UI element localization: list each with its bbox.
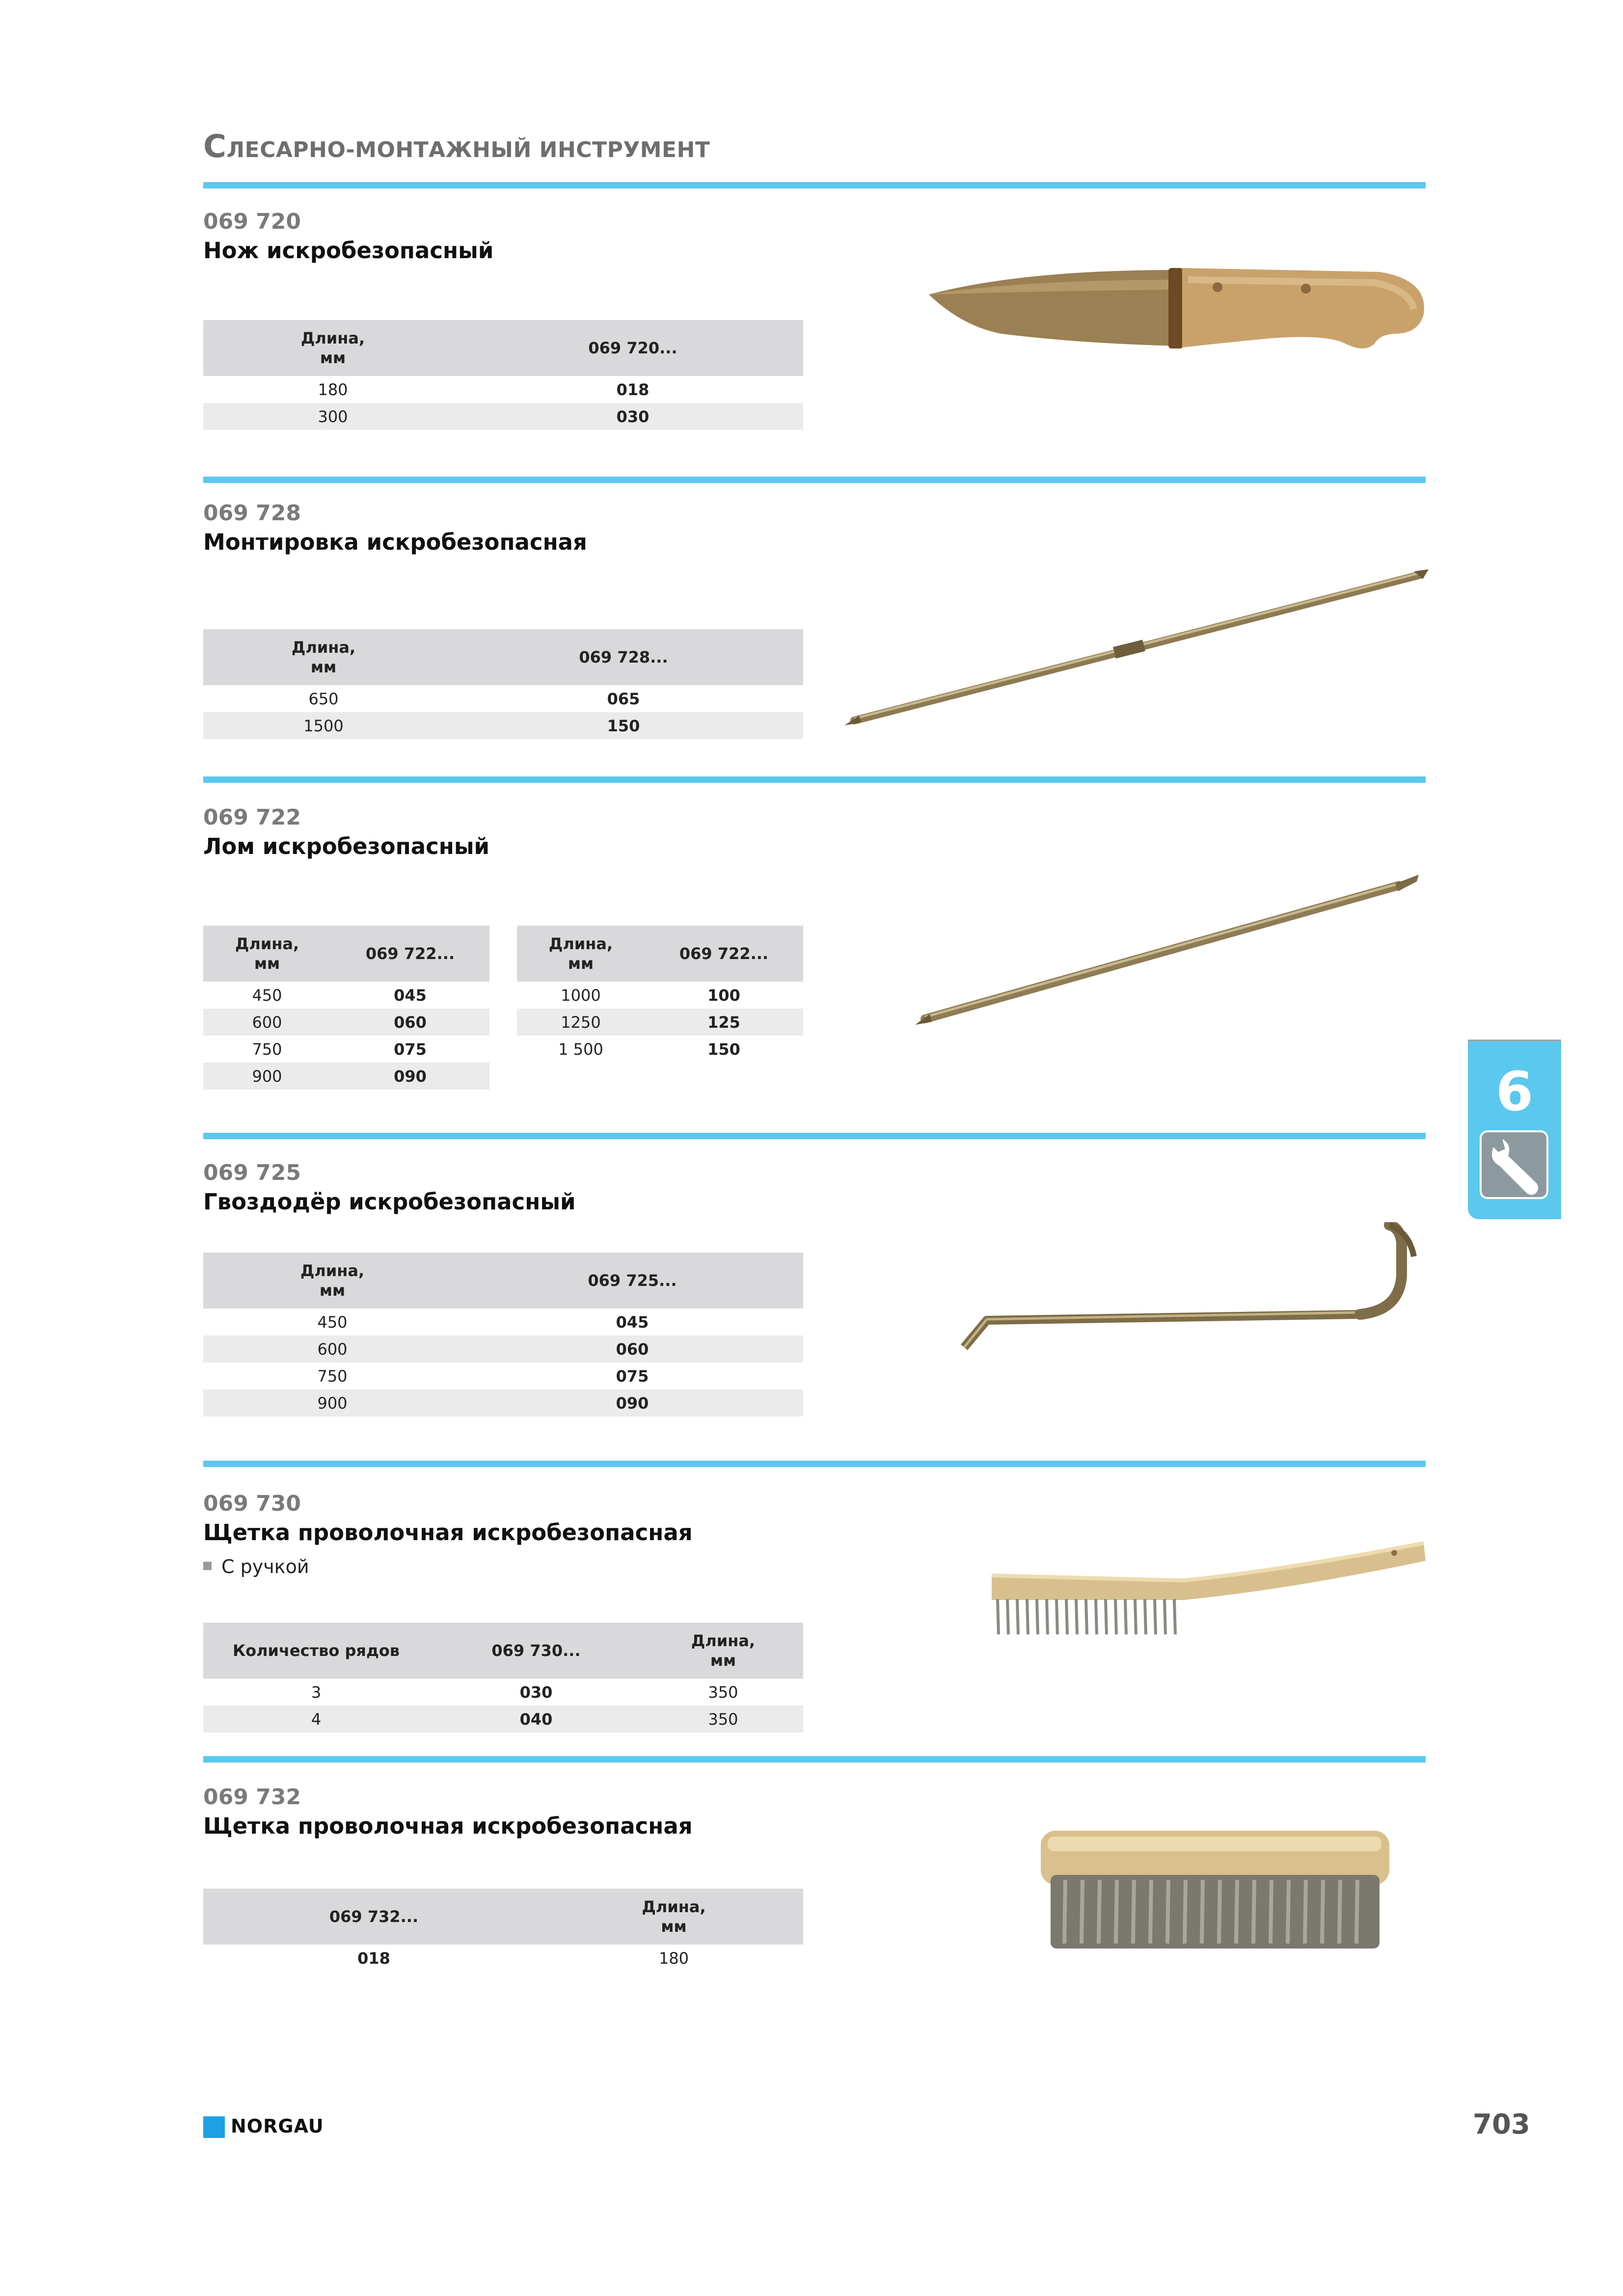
table-row — [203, 1063, 489, 1090]
section-name: Щетка проволочная искробезопасная — [203, 1520, 693, 1546]
table-cell: 018 — [616, 380, 649, 399]
table-cell: 350 — [643, 1706, 803, 1733]
section-divider — [203, 1133, 1426, 1139]
spec-table — [203, 1889, 803, 1972]
brand-logo-icon — [203, 2116, 225, 2138]
feature-bullet-text: С ручкой — [221, 1556, 309, 1577]
table-row — [203, 1009, 489, 1036]
table-row — [203, 1389, 803, 1416]
table-cell: 450 — [317, 1312, 348, 1332]
section-name: Монтировка искробезопасная — [203, 529, 587, 555]
table-header: 069 722... — [645, 926, 803, 982]
table-cell: 1500 — [203, 712, 444, 739]
table-cell: 018 — [357, 1949, 390, 1968]
pry-bar-image — [839, 564, 1434, 731]
table-cell: 040 — [429, 1706, 643, 1733]
table-cell: 650 — [308, 689, 339, 708]
table-cell: 090 — [461, 1389, 803, 1416]
table-cell: 045 — [394, 986, 427, 1005]
table-row — [203, 1945, 803, 1972]
table-header: Длина, мм — [643, 1623, 803, 1679]
spec-table — [203, 1253, 803, 1416]
bullet-square-icon — [203, 1562, 212, 1570]
table-row — [203, 685, 803, 712]
table-header: Длина, мм — [203, 320, 462, 376]
page-title-initial: С — [203, 129, 227, 165]
table-row — [203, 1036, 489, 1063]
table-row — [203, 982, 489, 1009]
section-name: Лом искробезопасный — [203, 833, 490, 859]
section-name: Гвоздодёр искробезопасный — [203, 1189, 576, 1215]
table-row — [517, 1009, 803, 1036]
table-row — [203, 1679, 803, 1706]
table-cell: 045 — [616, 1312, 649, 1332]
table-cell: 350 — [708, 1682, 738, 1702]
section-divider — [203, 1461, 1426, 1467]
table-cell: 150 — [444, 712, 803, 739]
table-cell: 600 — [203, 1009, 331, 1036]
table-header: Длина, мм — [517, 926, 645, 982]
table-cell: 180 — [658, 1949, 689, 1968]
table-cell: 900 — [203, 1063, 331, 1090]
brand-name: NORGAU — [231, 2115, 324, 2137]
table-row — [203, 1308, 803, 1335]
table-row — [517, 1036, 803, 1063]
table-cell: 150 — [707, 1040, 740, 1059]
table-row — [203, 1706, 803, 1733]
wire-brush-block-image — [1036, 1826, 1394, 1953]
table-row — [203, 1335, 803, 1362]
table-cell: 065 — [607, 689, 640, 708]
section-code: 069 728 — [203, 501, 301, 526]
table-cell: 075 — [394, 1040, 427, 1059]
table-cell: 075 — [616, 1366, 649, 1386]
spec-table — [203, 926, 489, 1090]
table-cell: 900 — [203, 1389, 461, 1416]
section-divider — [203, 477, 1426, 483]
table-row — [203, 1362, 803, 1389]
section-code: 069 722 — [203, 805, 301, 830]
nail-puller-image — [957, 1222, 1429, 1355]
knife-image — [923, 260, 1434, 358]
section-divider — [203, 182, 1426, 188]
table-cell: 030 — [519, 1682, 553, 1702]
section-code: 069 732 — [203, 1785, 301, 1810]
table-header: Количество рядов — [203, 1623, 429, 1679]
table-cell: 750 — [252, 1040, 282, 1059]
table-cell: 600 — [203, 1335, 461, 1362]
chapter-number: 6 — [1495, 1060, 1534, 1123]
wire-brush-handle-image — [987, 1536, 1429, 1649]
page-number: 703 — [1473, 2109, 1530, 2140]
spec-table — [203, 320, 803, 430]
table-cell: 3 — [311, 1682, 322, 1702]
section-name: Нож искробезопасный — [203, 238, 494, 264]
spec-table — [517, 926, 803, 1063]
table-cell: 750 — [317, 1366, 348, 1386]
section-name: Щетка проволочная искробезопасная — [203, 1813, 693, 1839]
table-cell: 300 — [203, 403, 462, 430]
table-cell: 450 — [252, 986, 282, 1005]
table-cell: 1000 — [561, 986, 601, 1005]
table-cell: 090 — [331, 1063, 489, 1090]
table-row — [203, 376, 803, 403]
table-cell: 060 — [461, 1335, 803, 1362]
table-row — [203, 712, 803, 739]
table-cell: 060 — [331, 1009, 489, 1036]
section-divider — [203, 776, 1426, 783]
table-cell: 1250 — [517, 1009, 645, 1036]
table-cell: 4 — [203, 1706, 429, 1733]
feature-bullet — [203, 1556, 309, 1577]
table-header: 069 725... — [461, 1253, 803, 1308]
crowbar-image — [908, 864, 1424, 1031]
table-header: 069 732... — [203, 1889, 544, 1945]
table-row — [517, 982, 803, 1009]
table-header: 069 720... — [462, 320, 803, 376]
table-header: Длина, мм — [203, 629, 444, 685]
section-code: 069 730 — [203, 1491, 301, 1516]
page-title — [203, 129, 710, 165]
table-cell: 030 — [462, 403, 803, 430]
table-header: 069 730... — [429, 1623, 643, 1679]
section-code: 069 725 — [203, 1160, 301, 1185]
table-header: Длина, мм — [203, 1253, 461, 1308]
table-cell: 180 — [318, 380, 348, 399]
wrench-icon — [1480, 1130, 1548, 1199]
table-cell: 1 500 — [558, 1040, 603, 1059]
table-header: 069 728... — [444, 629, 803, 685]
page-title-rest: ЛЕСАРНО-МОНТАЖНЫЙ ИНСТРУМЕНТ — [226, 137, 710, 162]
table-header: Длина, мм — [544, 1889, 803, 1945]
section-code: 069 720 — [203, 209, 301, 234]
spec-table — [203, 1623, 803, 1733]
spec-table — [203, 629, 803, 739]
section-divider — [203, 1756, 1426, 1762]
table-cell: 100 — [707, 986, 740, 1005]
table-cell: 125 — [645, 1009, 803, 1036]
table-header: Длина, мм — [203, 926, 331, 982]
table-row — [203, 403, 803, 430]
table-header: 069 722... — [331, 926, 489, 982]
